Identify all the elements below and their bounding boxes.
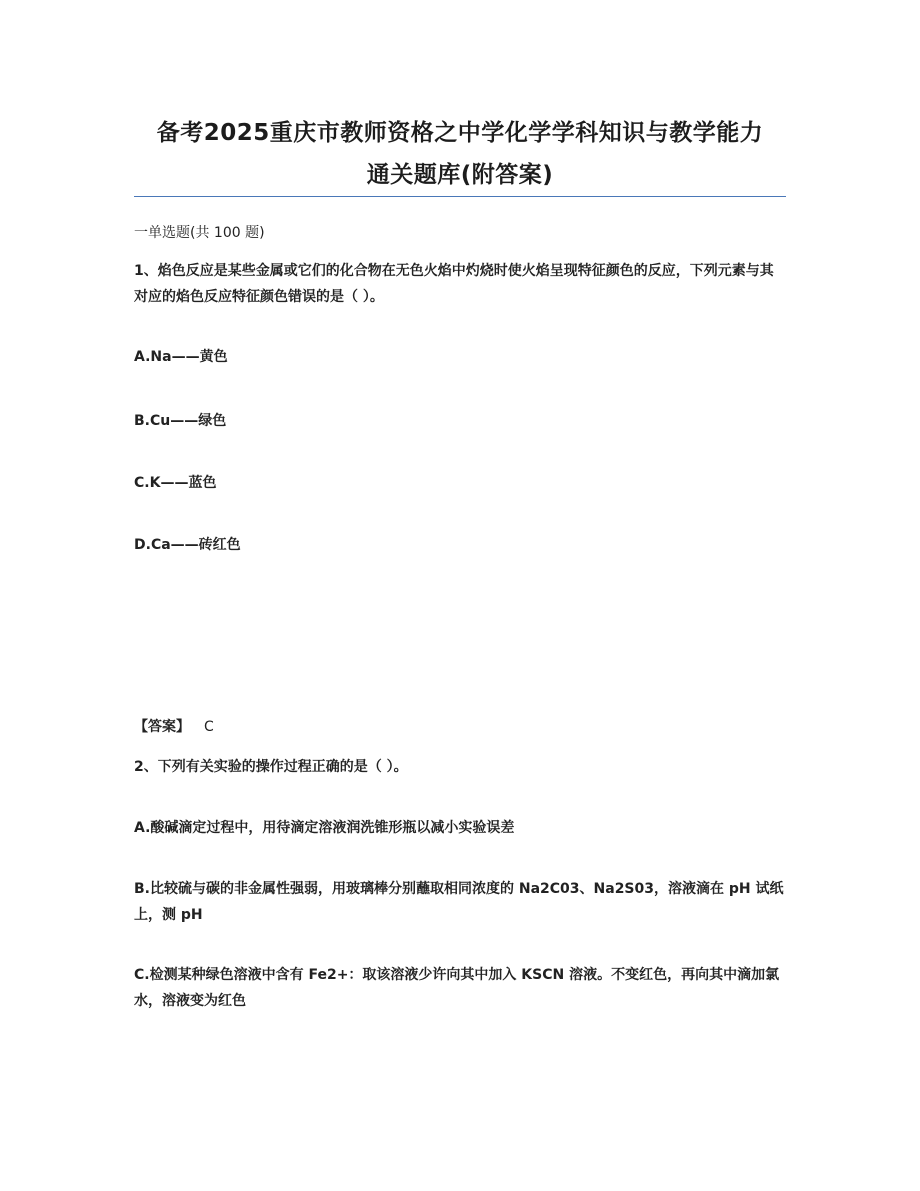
question-1-option-d: D.Ca——砖红色 (134, 537, 241, 553)
section-heading: 一单选题(共 100 题) (134, 225, 265, 241)
question-2-option-c: C.检测某种绿色溶液中含有 Fe2+：取该溶液少许向其中加入 KSCN 溶液。不变红色，再向其中滴加氯水，溶液变为红色 (134, 967, 780, 1009)
question-1-option-c: C.K——蓝色 (134, 475, 217, 491)
question-1-stem: 1、焰色反应是某些金属或它们的化合物在无色火焰中灼烧时使火焰呈现特征颜色的反应，下列元素与其对应的焰色反应特征颜色错误的是（ ）。 (134, 263, 774, 305)
question-1-option-b: B.Cu——绿色 (134, 413, 227, 429)
title-line-2: 通关题库(附答案) (366, 162, 554, 188)
question-2-option-b: B.比较硫与碳的非金属性强弱，用玻璃棒分别蘸取相同浓度的 Na2C03、Na2S03，溶液滴在 pH 试纸上，测 pH (134, 881, 784, 923)
question-2-stem: 2、下列有关实验的操作过程正确的是（ ）。 (134, 759, 408, 775)
question-1-option-a: A.Na——黄色 (134, 349, 228, 365)
question-2-option-a: A.酸碱滴定过程中，用待滴定溶液润洗锥形瓶以减小实验误差 (134, 820, 515, 836)
answer-label: 【答案】 (134, 719, 190, 735)
title-line-1: 备考2025重庆市教师资格之中学化学学科知识与教学能力 (156, 120, 764, 146)
question-1-answer (134, 714, 786, 740)
document-title (130, 112, 790, 196)
title-divider (134, 196, 786, 197)
answer-value: C (204, 719, 214, 735)
